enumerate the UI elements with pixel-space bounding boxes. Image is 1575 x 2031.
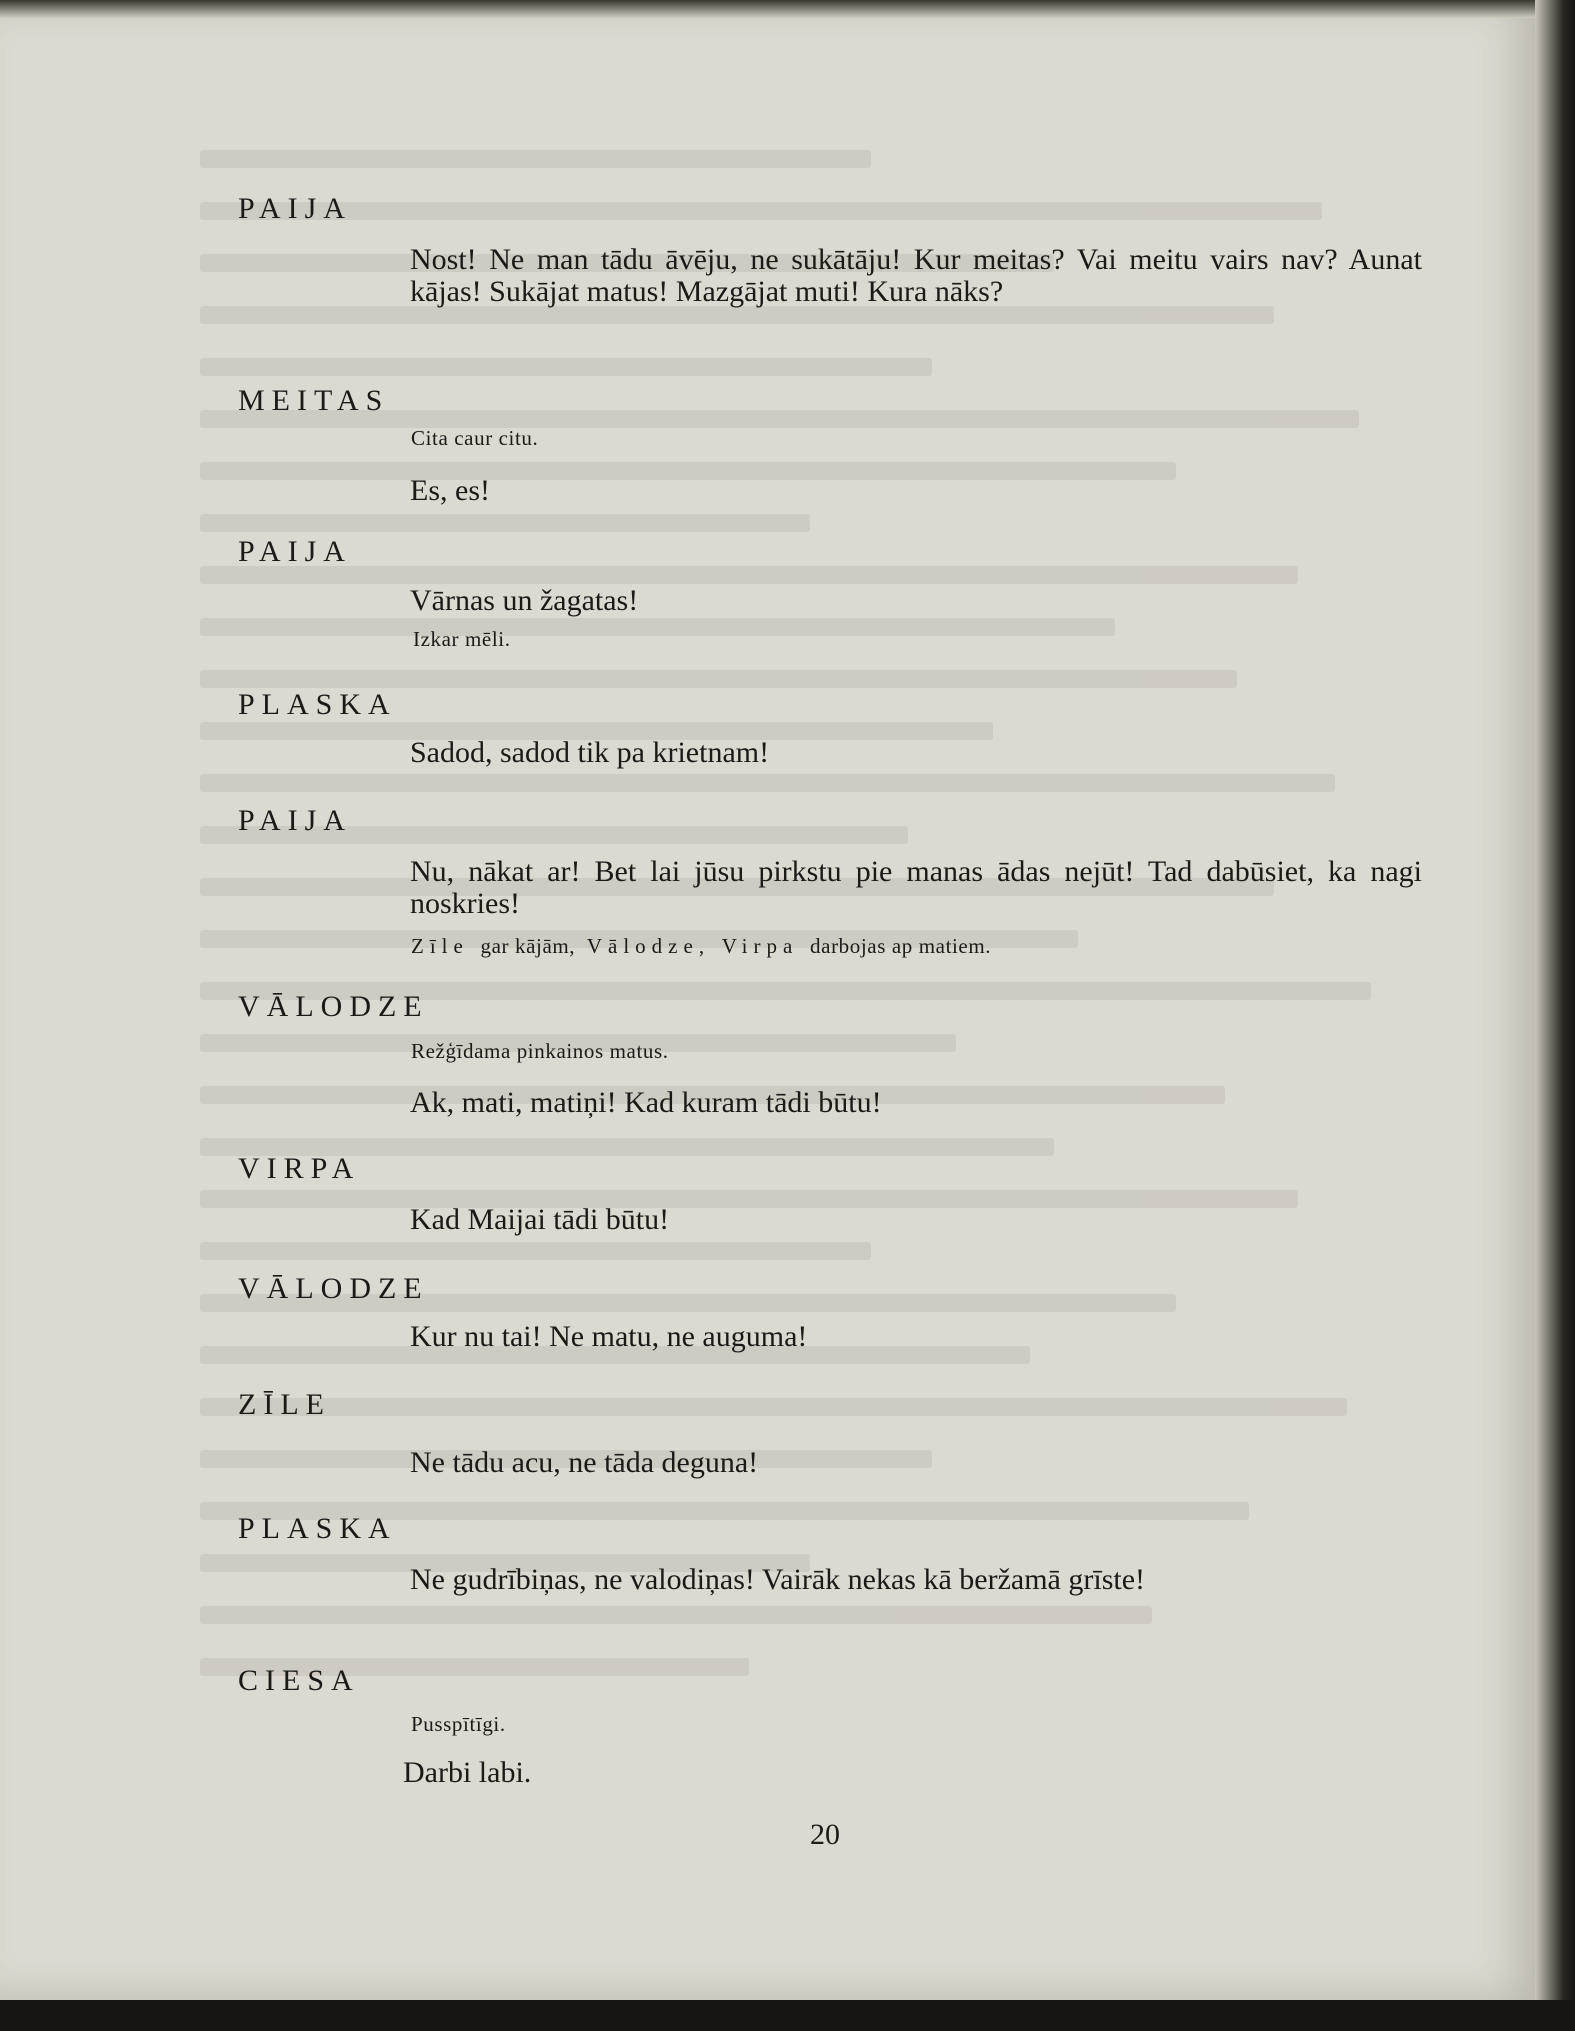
stage-text: gar kājām, xyxy=(480,934,576,958)
dialogue-line: Ak, mati, matiņi! Kad kuram tādi būtu! xyxy=(410,1086,882,1119)
character-name-spaced: Virpa xyxy=(721,934,799,958)
book-top-edge xyxy=(0,0,1575,18)
character-name-spaced: Zīle xyxy=(411,934,469,958)
stage-direction: Pusspītīgi. xyxy=(411,1712,506,1736)
dialogue-line: Ne tādu acu, ne tāda deguna! xyxy=(410,1446,759,1479)
book-bottom-edge xyxy=(0,2000,1575,2031)
stage-direction: Cita caur citu. xyxy=(411,426,539,450)
character-name-spaced: Vālodze, xyxy=(586,934,711,958)
stage-direction xyxy=(411,934,991,959)
dialogue-line: Darbi labi. xyxy=(403,1756,532,1789)
stage-direction: Režģīdama pinkainos matus. xyxy=(411,1039,669,1063)
speaker-name: PAIJA xyxy=(238,535,352,568)
speaker-name: ZĪLE xyxy=(238,1388,331,1421)
dialogue-line: Nu, nākat ar! Bet lai jūsu pirkstu pie manas ādas nejūt! Tad dabūsiet, ka nagi noskries! xyxy=(410,855,1422,920)
speaker-name: PLASKA xyxy=(238,1512,397,1545)
dialogue-line: Kur nu tai! Ne matu, ne auguma! xyxy=(410,1320,808,1353)
speaker-name: VĀLODZE xyxy=(238,1272,429,1305)
speaker-name: PLASKA xyxy=(238,688,397,721)
speaker-name: VĀLODZE xyxy=(238,990,429,1023)
page-number: 20 xyxy=(810,1818,840,1851)
dialogue-line: Es, es! xyxy=(410,474,490,507)
dialogue-line: Kad Maijai tādi būtu! xyxy=(410,1203,670,1236)
dialogue-line: Vārnas un žagatas! xyxy=(410,584,639,617)
speaker-name: PAIJA xyxy=(238,804,352,837)
book-spine-edge xyxy=(1535,0,1575,2031)
stage-direction: Izkar mēli. xyxy=(413,627,511,651)
speaker-name: VIRPA xyxy=(238,1152,361,1185)
dialogue-line: Ne gudrībiņas, ne valodiņas! Vairāk nekas kā beržamā grīste! xyxy=(410,1563,1146,1596)
dialogue-line: Sadod, sadod tik pa krietnam! xyxy=(410,736,770,769)
dialogue-line: Nost! Ne man tādu āvēju, ne sukātāju! Kur meitas? Vai meitu vairs nav? Aunat kājas! Sukājat matus! Mazgājat muti! Kura nāks? xyxy=(410,243,1422,308)
stage-text: darbojas ap matiem. xyxy=(810,934,992,958)
speaker-name: PAIJA xyxy=(238,192,352,225)
speaker-name: CIESA xyxy=(238,1664,360,1697)
speaker-name: MEITAS xyxy=(238,384,390,417)
